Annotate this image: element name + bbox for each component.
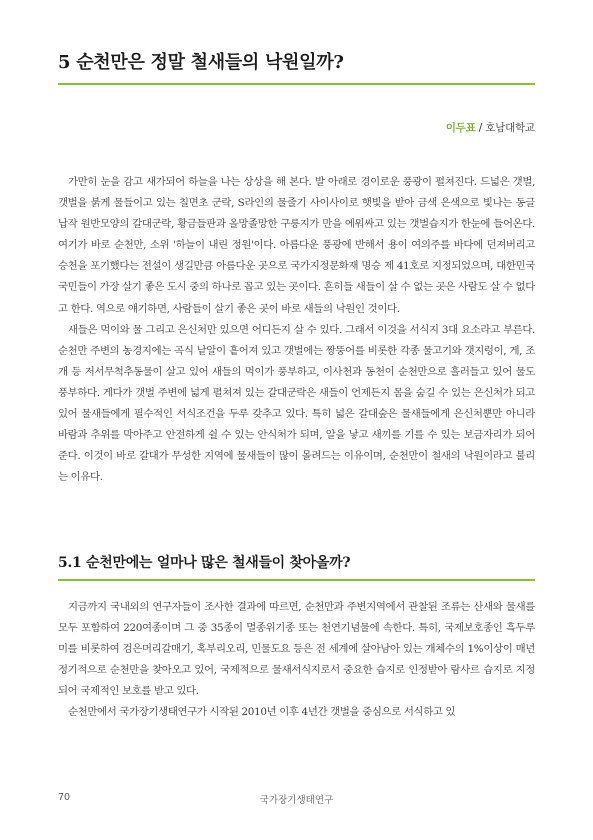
journal-name: 국가장기생태연구 bbox=[259, 795, 334, 806]
section-underline bbox=[58, 579, 535, 581]
article-header bbox=[58, 48, 535, 85]
author-line bbox=[446, 120, 535, 135]
author-name: 이두표 bbox=[445, 122, 476, 134]
paragraph: 가만히 눈을 감고 새가되어 하늘을 나는 상상을 해 본다. 발 아래로 경이로운 풍광이 펼쳐진다. 드넓은 갯벌, 갯벌을 붉게 물들이고 있는 칠면초 군락, S라인의 물줄기 사이사이로 햇빛을 받아 금색 은색으로 빛나는 동글납작 원반모양의 갈대군락, 황금들판과 올망졸망한 구릉지가 만을 에워싸고 있는 갯벌습지가 한눈에 들어온다. 여기가 바로 순천만, 소위 '하늘이 내린 정원'이다. 아름다운 풍광에 반해서 용이 여의주를 바다에 던져버리고 승천을 포기했다는 전설이 생길만큼 아름다운 곳으로 국가지정문화재 명승 제 41호로 지정되었으며, 대한민국 국민들이 가장 살기 좋은 도시 중의 하나로 꼽고 있는 곳이다. 흔히들 새들이 살 수 없는 곳은 사람도 살 수 없다고 한다. 역으로 얘기하면, 사람들이 살기 좋은 곳이 바로 새들의 낙원인 것이다. bbox=[58, 176, 535, 315]
section-title: 5.1 순천만에는 얼마나 많은 철새들이 찾아올까? bbox=[58, 555, 351, 571]
intro-body bbox=[58, 172, 535, 488]
section-body bbox=[58, 597, 535, 724]
section-header bbox=[58, 552, 535, 581]
title-underline bbox=[58, 83, 535, 85]
paragraph: 지금까지 국내외의 연구자들이 조사한 결과에 따르면, 순천만과 주변지역에서 관찰된 조류는 산새와 물새를 모두 포함하여 220여종이며 그 중 35종이 멸종위기종 또는 천연기념물에 속한다. 특히, 국제보호종인 흑두루미를 비롯하여 검은머리갈매기, 혹부리오리, 민물도요 등은 전 세계에 살아남아 있는 개체수의 1%이상이 매년 정기적으로 순천만을 찾아오고 있어, 국제적으로 물새서식지로서 중요한 습지로 인정받아 람사르 습지로 지정되어 국제적인 보호를 받고 있다. bbox=[58, 601, 535, 698]
paragraph: 새들은 먹이와 물 그리고 은신처만 있으면 어디든지 살 수 있다. 그래서 이것을 서식지 3대 요소라고 부른다. 순천만 주변의 농경지에는 곡식 낱알이 흩어져 있고 갯벌에는 짱뚱어를 비롯한 각종 물고기와 갯지렁이, 게, 조개 등 저서무척추동물이 살고 있어 새들의 먹이가 풍부하고, 이사천과 동천이 순천만으로 흘러들고 있어 물도 풍부하다. 게다가 갯벌 주변에 넓게 펼쳐져 있는 갈대군락은 새들이 언제든지 몸을 숨길 수 있는 은신처가 되고 있어 물새들에게 필수적인 서식조건을 두루 갖추고 있다. 특히 넓은 갈대숲은 물새들에게 은신처뿐만 아니라 바람과 추위를 막아주고 안전하게 쉴 수 있는 안식처가 되며, 알을 낳고 새끼를 기를 수 있는 보금자리가 되어 준다. 이것이 바로 갈대가 무성한 지역에 물새들이 많이 몰려드는 이유이며, 순천만이 철새의 낙원이라고 불리는 이유다. bbox=[58, 323, 535, 484]
page-number: 70 bbox=[58, 792, 71, 803]
article-title: 5 순천만은 정말 철새들의 낙원일까? bbox=[58, 52, 344, 73]
paragraph: 순천만에서 국가장기생태연구가 시작된 2010년 이후 4년간 갯벌을 중심으로 서식하고 있 bbox=[68, 706, 456, 719]
author-affiliation: / 호남대학교 bbox=[475, 122, 535, 134]
